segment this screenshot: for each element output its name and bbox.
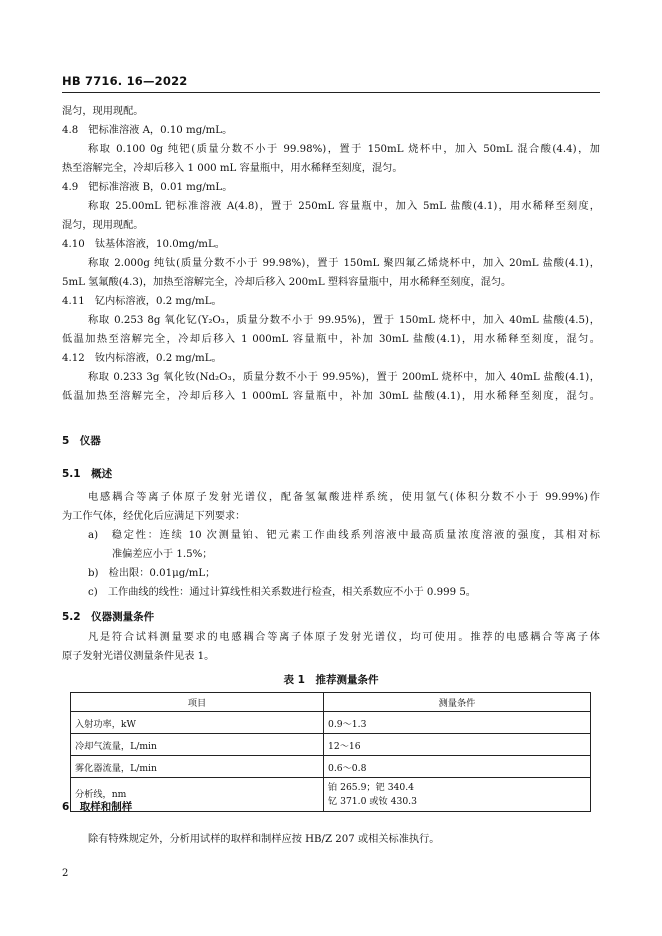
body-line: 5mL 氢氟酸(4.3)，加热至溶解完全，冷却后移入 200mL 塑料容量瓶中，用水稀释至刻度，混匀。 (62, 277, 512, 288)
header-rule (62, 92, 600, 93)
clause-4-9-title: 4.9 钯标准溶液 B，0.01 mg/mL。 (62, 182, 233, 193)
list-item-c: c) 工作曲线的线性：通过计算线性相关系数进行检查，相关系数应不小于 0.999 5。 (88, 587, 476, 598)
section-6-paragraph: 除有特殊规定外，分析用试样的取样和制样应按 HB/Z 207 或相关标准执行。 (88, 834, 440, 845)
table-cell-value: 0.9～1.3 (324, 712, 591, 734)
table-cell-label: 冷却气流量，L/min (71, 734, 324, 756)
body-line: 凡是符合试料测量要求的电感耦合等离子体原子发射光谱仪，均可使用。推荐的电感耦合等离子体 (88, 632, 600, 643)
body-line: 混匀，现用现配。 (62, 106, 144, 117)
body-line: 为工作气体，经优化后应满足下列要求： (62, 511, 246, 522)
table-header-cell: 测量条件 (324, 693, 591, 712)
table-cell-value: 0.6～0.8 (324, 756, 591, 778)
analysis-line-2: 钇 371.0 或钕 430.3 (328, 795, 417, 807)
list-item-b: b) 检出限：0.01μg/mL； (88, 568, 216, 579)
table-row (71, 756, 591, 778)
body-line: 称取 25.00mL 钯标准溶液 A(4.8)，置于 250mL 容量瓶中，加入 5mL 盐酸(4.1)，用水稀释至刻度， (88, 201, 600, 212)
table-row (71, 734, 591, 756)
body-line: 称取 0.233 3g 氧化钕(Nd₂O₃，质量分数不小于 99.95%)，置于 200mL 烧杯中，加入 40mL 盐酸(4.1)， (88, 372, 600, 383)
body-line: 称取 0.253 8g 氧化钇(Y₂O₃，质量分数不小于 99.95%)，置于 150mL 烧杯中，加入 40mL 盐酸(4.5)， (88, 315, 600, 326)
body-line: 电感耦合等离子体原子发射光谱仪，配备氢氟酸进样系统，使用氩气(体积分数不小于 99.99%)作 (88, 492, 600, 503)
table-cell-value: 12～16 (324, 734, 591, 756)
table-1-caption: 表 1 推荐测量条件 (283, 674, 379, 686)
clause-4-11-title: 4.11 钇内标溶液，0.2 mg/mL。 (62, 296, 222, 307)
body-line: 原子发射光谱仪测量条件见表 1。 (62, 651, 215, 662)
table-header-row (71, 693, 591, 712)
table-cell-label: 入射功率，kW (71, 712, 324, 734)
measurement-conditions-table (70, 692, 591, 812)
body-line: 称取 0.100 0g 纯钯(质量分数不小于 99.98%)，置于 150mL 烧杯中，加入 50mL 混合酸(4.4)，加 (88, 144, 600, 155)
section-5-2-heading: 5.2 仪器测量条件 (62, 611, 155, 623)
clause-4-10-title: 4.10 钛基体溶液，10.0mg/mL。 (62, 239, 225, 250)
body-line: 热至溶解完全，冷却后移入 1 000 mL 容量瓶中，用水稀释至刻度，混匀。 (62, 163, 403, 174)
table-cell-label: 分析线，nm (71, 778, 324, 812)
table-cell-label: 雾化器流量，L/min (71, 756, 324, 778)
list-item-a: a) 稳定性：连续 10 次测量铂、钯元素工作曲线系列溶液中最高质量浓度溶液的强度，其相对标 (88, 530, 600, 541)
body-line: 低温加热至溶解完全，冷却后移入 1 000mL 容量瓶中，补加 30mL 盐酸(4.1)，用水稀释至刻度，混匀。 (62, 391, 600, 402)
clause-4-8-title: 4.8 钯标准溶液 A，0.10 mg/mL。 (62, 125, 233, 136)
page-number: 2 (62, 868, 69, 879)
analysis-line-1: 铂 265.9；钯 340.4 (328, 781, 415, 793)
body-line: 混匀，现用现配。 (62, 220, 144, 231)
section-5-heading: 5 仪器 (62, 435, 101, 447)
body-line: 低温加热至溶解完全，冷却后移入 1 000mL 容量瓶中，补加 30mL 盐酸(4.1)，用水稀释至刻度，混匀。 (62, 334, 600, 345)
section-6-heading: 6 取样和制样 (62, 801, 133, 813)
list-item-a-cont: 准偏差应小于 1.5%； (112, 549, 213, 560)
section-5-1-heading: 5.1 概述 (62, 468, 113, 480)
clause-4-12-title: 4.12 钕内标溶液，0.2 mg/mL。 (62, 353, 222, 364)
table-header-cell: 项目 (71, 693, 324, 712)
body-line: 称取 2.000g 纯钛(质量分数不小于 99.98%)，置于 150mL 聚四氟乙烯烧杯中，加入 20mL 盐酸(4.1)， (88, 258, 600, 269)
table-row (71, 712, 591, 734)
document-id-header: HB 7716. 16—2022 (62, 74, 188, 88)
